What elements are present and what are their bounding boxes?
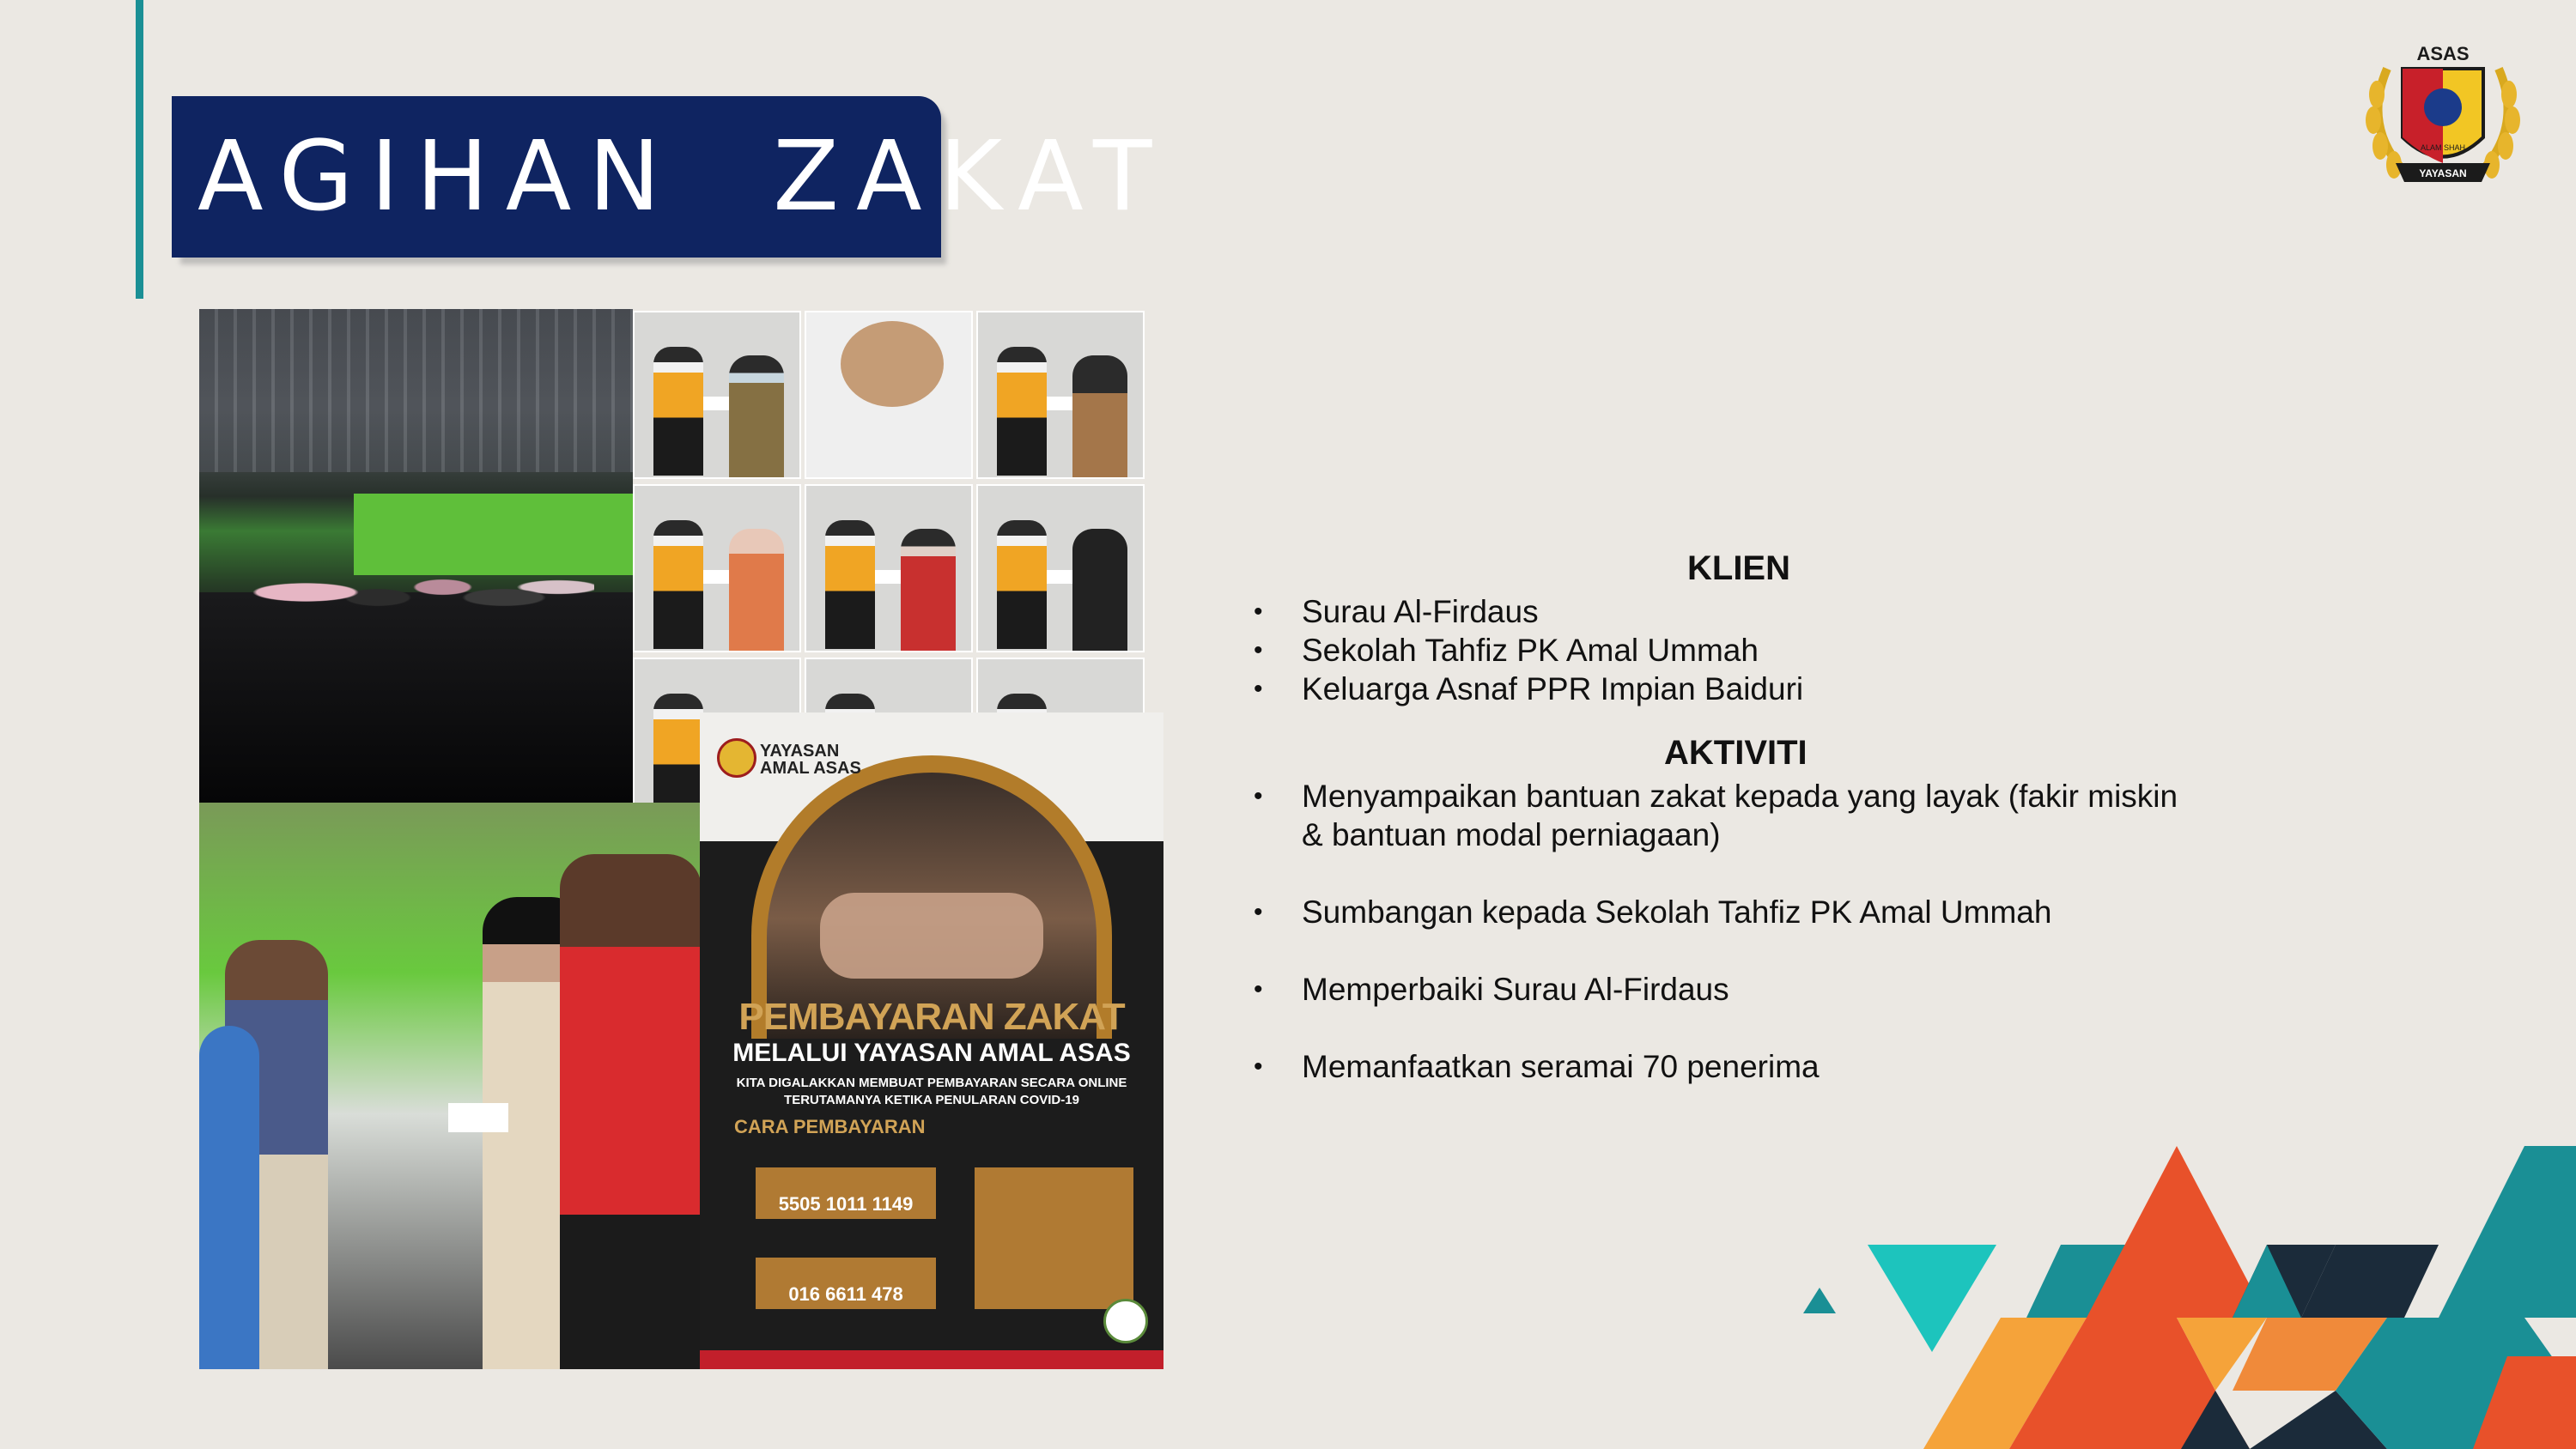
photo-zakat-handover bbox=[633, 311, 801, 479]
aktiviti-item-text: Sumbangan kepada Sekolah Tahfiz PK Amal Ummah bbox=[1302, 894, 2052, 930]
photo-zakat-handover bbox=[805, 484, 973, 652]
teal-down-triangle bbox=[1868, 1245, 1996, 1352]
photo-signing-document bbox=[805, 311, 973, 479]
klien-heading: KLIEN bbox=[1687, 549, 1790, 587]
bullet-icon: • bbox=[1254, 898, 1263, 926]
poster-footer-bar bbox=[700, 1350, 1163, 1369]
poster-brand bbox=[760, 743, 861, 777]
logo-top-text: ASAS bbox=[2416, 43, 2470, 64]
bullet-icon: • bbox=[1254, 975, 1263, 1003]
poster-logo bbox=[717, 738, 756, 778]
poster-seal-icon bbox=[1103, 1299, 1148, 1343]
klien-item-text: Keluarga Asnaf PPR Impian Baiduri bbox=[1302, 671, 1804, 706]
photo-zakat-handover bbox=[633, 484, 801, 652]
poster-phone-number: 016 6611 478 bbox=[756, 1258, 936, 1309]
klien-item-text: Surau Al-Firdaus bbox=[1302, 594, 1539, 629]
klien-item-text: Sekolah Tahfiz PK Amal Ummah bbox=[1302, 633, 1759, 668]
photo-hall-gathering bbox=[199, 309, 633, 803]
poster-details-box bbox=[975, 1167, 1133, 1309]
logo-ribbon-text: YAYASAN bbox=[2419, 167, 2467, 179]
photo-zakat-handover bbox=[805, 658, 973, 718]
yayasan-asas-logo bbox=[2361, 34, 2524, 206]
logo-middle-text: ALAM SHAH bbox=[2420, 143, 2466, 152]
slide-title: AGIHAN ZAKAT bbox=[197, 121, 1170, 233]
bullet-icon: • bbox=[1254, 782, 1263, 810]
bullet-icon: • bbox=[1254, 597, 1263, 626]
aktiviti-item-text: Memanfaatkan seramai 70 penerima bbox=[1302, 1049, 1820, 1084]
decorative-triangles bbox=[1786, 1133, 2576, 1449]
orange-triangle bbox=[2087, 1146, 2267, 1318]
accent-line bbox=[136, 0, 143, 299]
poster-brand-line1: YAYASAN bbox=[760, 742, 840, 761]
poster-subheadline: MELALUI YAYASAN AMAL ASAS bbox=[732, 1039, 1131, 1067]
photo-zakat-handover bbox=[976, 658, 1145, 718]
photo-zakat-handover bbox=[976, 311, 1145, 479]
aktiviti-heading: AKTIVITI bbox=[1664, 734, 1807, 772]
title-box bbox=[172, 96, 1170, 258]
photo-group-with-envelopes bbox=[199, 803, 702, 1369]
teal-shape-right bbox=[2439, 1146, 2576, 1318]
poster-section: CARA PEMBAYARAN bbox=[734, 1116, 926, 1137]
bullet-icon: • bbox=[1254, 1052, 1263, 1081]
poster-brand-line2: AMAL ASAS bbox=[760, 759, 861, 778]
photo-zakat-handover bbox=[976, 484, 1145, 652]
aktiviti-item-text: Memperbaiki Surau Al-Firdaus bbox=[1302, 972, 1729, 1007]
poster-account-number: 5505 1011 1149 bbox=[756, 1167, 936, 1219]
aktiviti-item-text: Menyampaikan bantuan zakat kepada yang layak (fakir miskin & bantuan modal perniagaan) bbox=[1302, 779, 2178, 852]
bullet-icon: • bbox=[1254, 675, 1263, 703]
poster-note: KITA DIGALAKKAN MEMBUAT PEMBAYARAN SECARA ONLINE TERUTAMANYA KETIKA PENULARAN COVID-19 bbox=[736, 1076, 1127, 1107]
zakat-payment-poster bbox=[700, 712, 1163, 1369]
poster-headline: PEMBAYARAN ZAKAT bbox=[738, 996, 1125, 1038]
small-teal-triangle bbox=[1803, 1288, 1836, 1313]
bullet-icon: • bbox=[1254, 636, 1263, 664]
